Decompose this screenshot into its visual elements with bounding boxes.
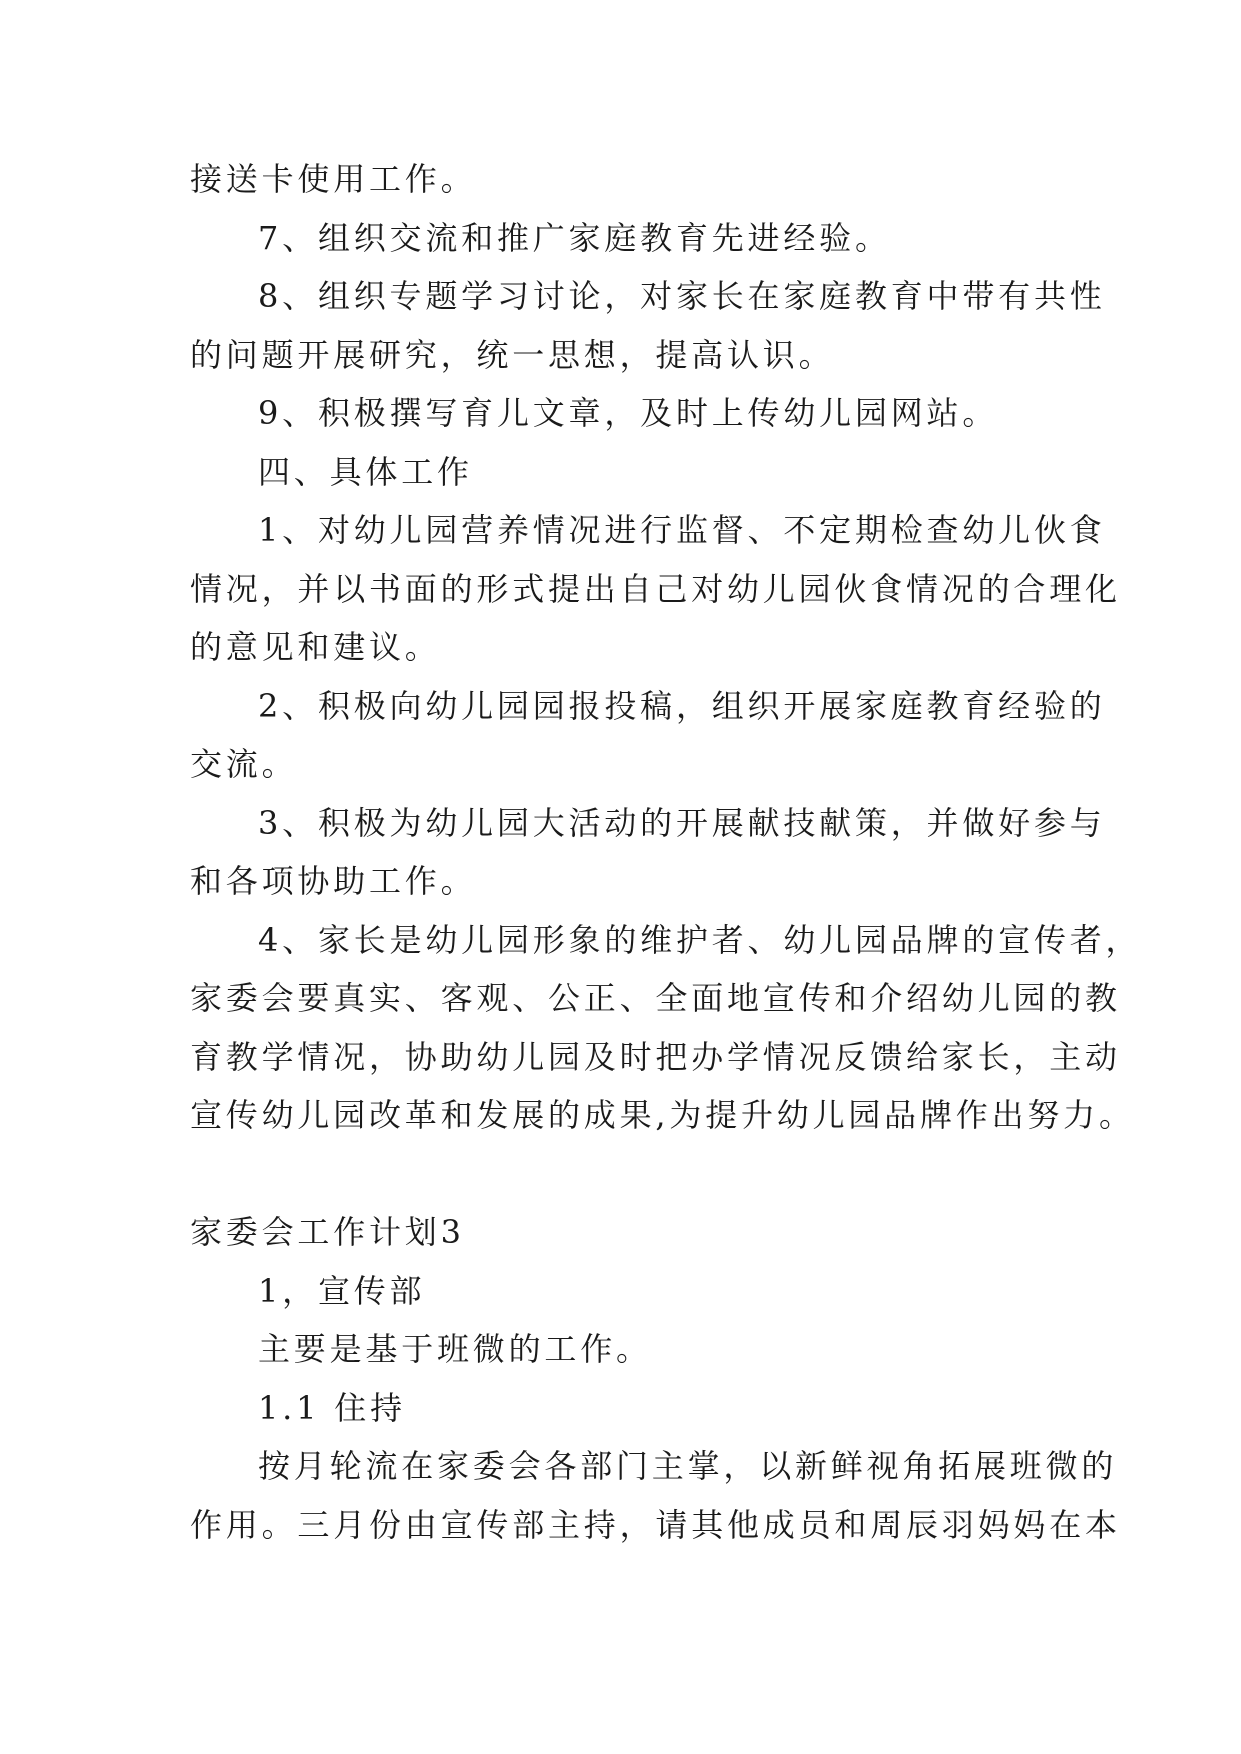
text-line: 1、对幼儿园营养情况进行监督、不定期检查幼儿伙食: [258, 511, 1106, 549]
paragraph-gap: [190, 1145, 1050, 1204]
text-line: 接送卡使用工作。: [190, 160, 477, 198]
text-line: 交流。: [190, 745, 298, 783]
document-body: [190, 150, 1142, 1554]
text-line: 的意见和建议。: [190, 628, 441, 666]
text-line: 9、积极撰写育儿文章，及时上传幼儿园网站。: [258, 394, 999, 432]
section-heading: 四、具体工作: [258, 452, 473, 491]
text-line: 按月轮流在家委会各部门主掌，以新鲜视角拓展班微的: [258, 1447, 1118, 1485]
section-heading: 1，宣传部: [258, 1271, 426, 1310]
plan-title: 家委会工作计划3: [190, 1213, 465, 1251]
text-line: 育教学情况，协助幼儿园及时把办学情况反馈给家长，主动: [190, 1037, 1121, 1076]
text-line: 8、组织专题学习讨论，对家长在家庭教育中带有共性: [258, 277, 1106, 315]
text-line: 4、家长是幼儿园形象的维护者、幼儿园品牌的宣传者，: [258, 920, 1142, 959]
text-line: 和各项协助工作。: [190, 862, 477, 900]
text-line: 家委会要真实、客观、公正、全面地宣传和介绍幼儿园的教: [190, 979, 1121, 1017]
text-line: 2、积极向幼儿园园报投稿，组织开展家庭教育经验的: [258, 686, 1106, 725]
text-line: 的问题开展研究，统一思想，提高认识。: [190, 335, 835, 374]
text-line: 3、积极为幼儿园大活动的开展献技献策，并做好参与: [258, 803, 1106, 842]
subsection-heading: 1.1 住持: [258, 1388, 406, 1427]
text-line: 宣传幼儿园改革和发展的成果,为提升幼儿园品牌作出努力。: [190, 1096, 1135, 1134]
text-line: 主要是基于班微的工作。: [258, 1330, 652, 1368]
text-line: 作用。三月份由宣传部主持，请其他成员和周辰羽妈妈在本: [190, 1505, 1121, 1544]
text-line: 情况，并以书面的形式提出自己对幼儿园伙食情况的合理化: [190, 569, 1121, 608]
text-line: 7、组织交流和推广家庭教育先进经验。: [258, 218, 891, 257]
